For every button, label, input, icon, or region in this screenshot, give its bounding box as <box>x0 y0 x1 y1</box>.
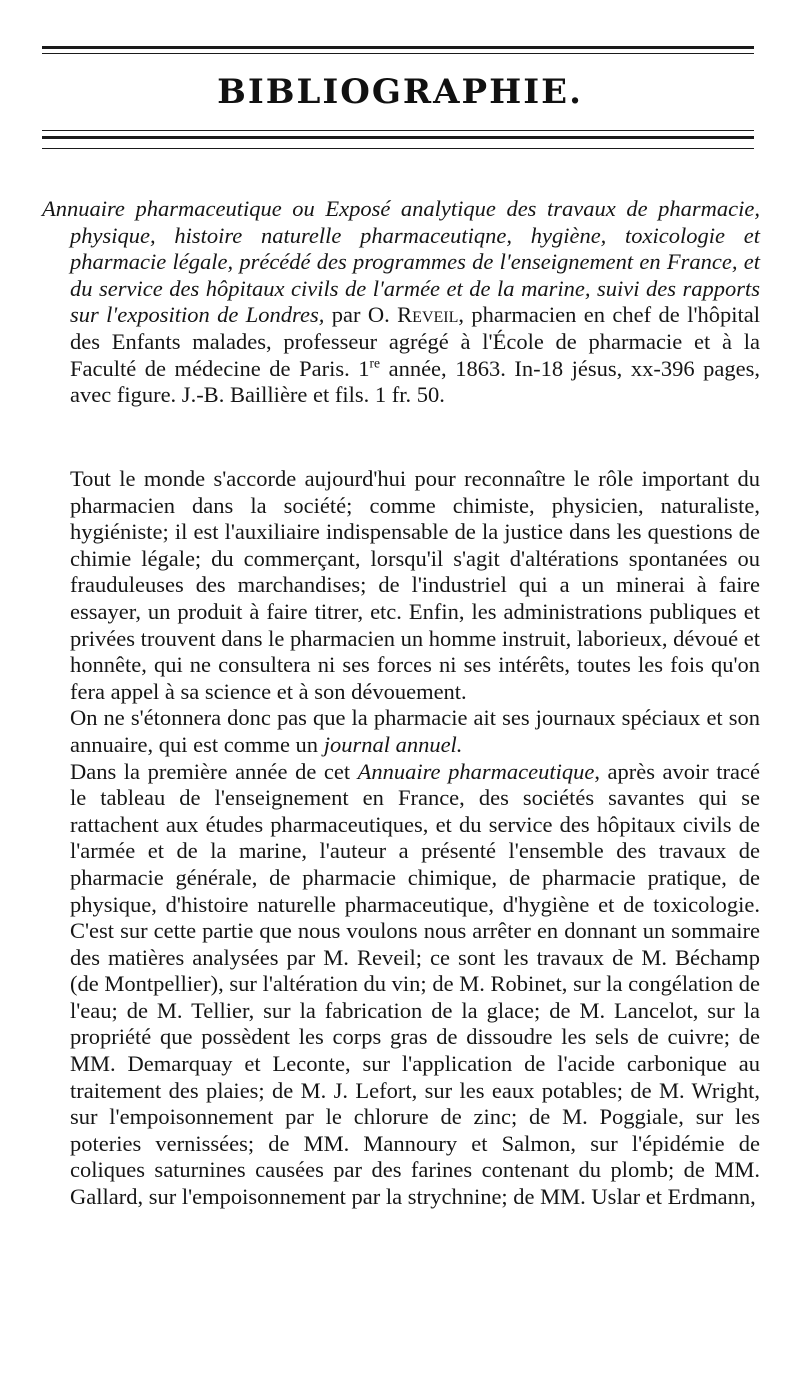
paragraph-3 <box>70 759 760 1211</box>
paragraph-3-text-b: , après avoir tracé le tableau de l'enseignement en France, des sociétés savantes qui se rattachent aux études pharmaceutiques, et du service des hôpitaux civils de l'armée et de la marine, l'auteur a présenté l'ensemble des travaux de pharmacie générale, de pharmacie chimique, de pharmacie pratique, de physique, d'histoire naturelle pharmaceutique, d'hygiène et de toxicologie. C'est sur cette partie que nous voulons nous arrêter en donnant un sommaire des matières analysées par M. Reveil; ce sont les travaux de M. Béchamp (de Montpellier), sur l'altération du vin; de M. Robinet, sur la congélation de l'eau; de M. Tellier, sur la fabrication de la glace; de M. Lancelot, sur la propriété que possèdent les corps gras de dissoudre les sels de cuivre; de MM. Demarquay et Leconte, sur l'application de l'acide carbonique au traitement des plaies; de M. J. Lefort, sur les eaux potables; de M. Wright, sur l'empoisonnement par le chlorure de zinc; de M. Poggiale, sur les poteries vernissées; de MM. Mannoury et Salmon, sur l'épidémie de coliques saturnines causées par des farines contenant du plomb; de MM. Gallard, sur l'empoisonnement par la strychnine; de MM. Uslar et Erdmann, <box>70 758 760 1210</box>
entry-details-a: , pharmacien en chef de l'hôpital des Enfants malades, professeur agrégé à l'École de pharmacie et à la Faculté de médecine de Paris. 1 <box>70 302 760 381</box>
entry-author: Reveil <box>397 302 459 328</box>
title-rule-short <box>42 148 754 149</box>
title-rule-thin <box>42 130 754 131</box>
entry-superscript: re <box>369 355 381 371</box>
entry-details-b: année, 1863. In-18 jésus, xx-396 pages, avec figure. J.-B. Baillière et fils. 1 fr. 50. <box>70 355 760 408</box>
entry-title: Annuaire pharmaceutique ou Exposé analytique des travaux de pharmacie, physique, histoire naturelle pharmaceutiqne, hygiène, toxicologie et pharmacie légale, précédé des programmes de l'enseignement en France, et du service des hôpitaux civils de l'armée et de la marine, suivi des rapports sur l'exposition de Londres, <box>42 196 760 328</box>
top-rule-thin <box>42 53 754 54</box>
bibliography-entry <box>42 196 760 409</box>
main-text <box>70 466 760 1211</box>
paragraph-2-italic: journal annuel. <box>323 731 463 757</box>
entry-paragraph <box>42 196 760 409</box>
paragraph-3-italic: Annuaire pharmaceutique <box>357 758 595 784</box>
entry-par: par O. <box>324 302 398 328</box>
paragraph-1 <box>70 466 760 705</box>
top-rule-thick <box>42 46 754 49</box>
paragraph-2 <box>70 705 760 758</box>
title-rule-thick <box>42 136 754 139</box>
paragraph-2-text: On ne s'étonnera donc pas que la pharmacie ait ses journaux spéciaux et son annuaire, qui est comme un <box>70 705 760 757</box>
paragraph-3-text-a: Dans la première année de cet <box>70 758 358 784</box>
paragraph-1-text: Tout le monde s'accorde aujourd'hui pour reconnaître le rôle important du pharmacien dans la société; comme chimiste, physicien, naturaliste, hygiéniste; il est l'auxiliaire indispensable de la justice dans les questions de chimie légale; du commerçant, lorsqu'il s'agit d'altérations spontanées ou frauduleuses des marchandises; de l'industriel qui a un minerai à faire essayer, un produit à faire titrer, etc. Enfin, les administrations publiques et privées trouvent dans le pharmacien un homme instruit, laborieux, dévoué et honnête, qui ne consultera ni ses forces ni ses intérêts, toutes les fois qu'on fera appel à sa science et à son dévouement. <box>70 466 760 704</box>
section-title: BIBLIOGRAPHIE. <box>217 72 583 112</box>
